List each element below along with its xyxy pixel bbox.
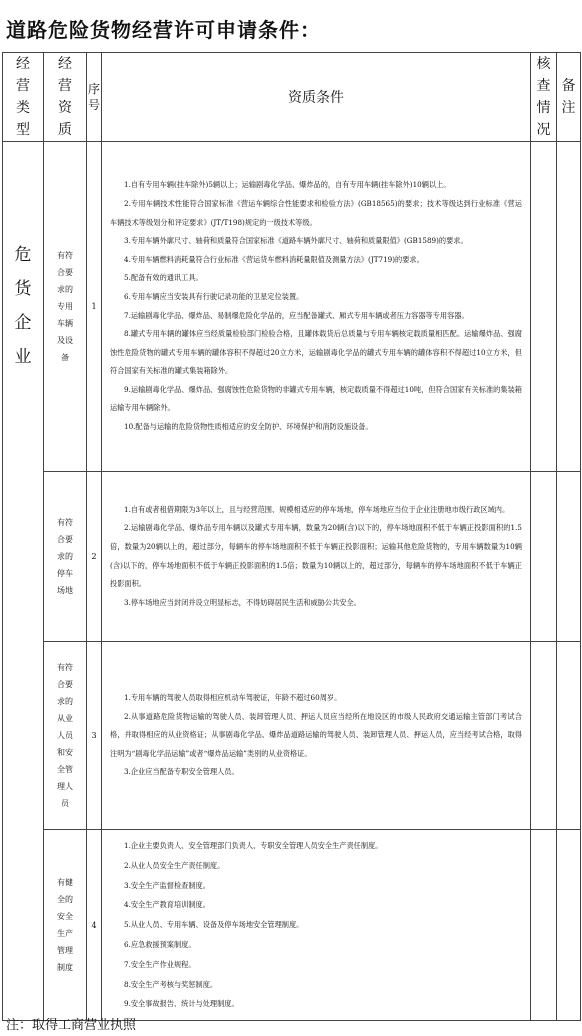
footnote: 注：取得工商营业执照 <box>6 1018 137 1033</box>
condition-item: 5.配备有效的通讯工具。 <box>124 273 203 283</box>
category-cell: 危货企业 <box>3 142 44 1021</box>
condition-item: 3.安全生产监督检查制度。 <box>124 880 210 890</box>
check-cell <box>531 830 557 1021</box>
remark-cell <box>557 472 581 642</box>
table-row <box>3 830 581 1021</box>
header-qualification: 经营资质 <box>44 53 87 142</box>
remark-cell <box>557 142 581 472</box>
condition-item: 7.运输剧毒化学品、爆炸品、易制爆危险化学品的，应当配备罐式、厢式专用车辆或者压力容器等专用容器。 <box>124 310 469 320</box>
qualification-cell: 有符合要求的从业人员和安全管理人员 <box>44 642 87 830</box>
page-title: 道路危险货物经营许可申请条件： <box>6 18 321 42</box>
condition-item: 4.专用车辆燃料消耗量符合行业标准《营运货车燃料消耗量限值及测量方法》(JT719)的要求。 <box>124 254 424 264</box>
conditions-cell <box>102 142 531 472</box>
condition-item: 7.安全生产作业规程。 <box>124 959 196 969</box>
condition-item: 9.安全事故报告、统计与处理制度。 <box>124 999 239 1009</box>
condition-item: 2.从业人员安全生产责任制度。 <box>124 860 225 870</box>
condition-item: 1.专用车辆的驾驶人员取得相应机动车驾驶证，年龄不超过60周岁。 <box>124 693 342 703</box>
conditions-cell <box>102 472 531 642</box>
check-cell <box>531 472 557 642</box>
condition-item: 3.专用车辆外廓尺寸、轴荷和质量符合国家标准《道路车辆外廓尺寸、轴荷和质量限值》(GB1589)的要求。 <box>124 236 468 246</box>
table-header-row <box>3 53 581 142</box>
check-cell <box>531 142 557 472</box>
condition-item: 6.专用车辆应当安装具有行驶记录功能的卫星定位装置。 <box>124 291 304 301</box>
qualification-cell: 有健全的安全生产管理制度 <box>44 830 87 1021</box>
header-seq: 序号 <box>87 53 102 142</box>
condition-item: 5.从业人员、专用车辆、设备及停车场地安全管理制度。 <box>124 920 304 930</box>
header-check: 核查情况 <box>531 53 557 142</box>
condition-item: 2.从事道路危险货物运输的驾驶人员、装卸管理人员、押运人员应当经所在地设区的市级人民政府交通运输主管部门考试合格，并取得相应的从业资格证；从事剧毒化学品、爆炸品道路运输的驾驶人员、装卸管理人员、押运人员，应当经考试合格，取得注明为“剧毒化学品运输”或者“爆炸品运输”类别的从业资格证。 <box>110 711 522 758</box>
condition-item: 8.安全生产考核与奖惩制度。 <box>124 979 218 989</box>
header-type: 经营类型 <box>3 53 44 142</box>
condition-item: 6.应急救援预案制度。 <box>124 939 196 949</box>
seq-cell: 4 <box>87 830 102 1021</box>
condition-item: 4.安全生产教育培训制度。 <box>124 900 210 910</box>
conditions-cell <box>102 830 531 1021</box>
condition-item: 1.自有或者租借期限为3年以上，且与经营范围、规模相适应的停车场地，停车场地应当位于企业注册地市级行政区域内。 <box>124 504 510 514</box>
condition-item: 1.企业主要负责人、安全管理部门负责人、专职安全管理人员安全生产责任制度。 <box>124 841 383 850</box>
license-conditions-table <box>2 52 581 1021</box>
table-row <box>3 472 581 642</box>
condition-item: 3.企业应当配备专职安全管理人员。 <box>124 767 239 777</box>
condition-item: 1.自有专用车辆(挂车除外)5辆以上；运输剧毒化学品、爆炸品的，自有专用车辆(挂车除外)10辆以上。 <box>124 180 451 190</box>
conditions-cell <box>102 642 531 830</box>
seq-cell: 3 <box>87 642 102 830</box>
condition-item: 8.罐式专用车辆的罐体应当经质量检验部门检验合格，且罐体载货后总质量与专用车辆核定载质量相匹配。运输爆炸品、强腐蚀性危险货物的罐式专用车辆的罐体容积不得超过20立方米，运输剧毒化学品的罐式专用车辆的罐体容积不得超过10立方米，但符合国家有关标准的罐式集装箱除外。 <box>110 329 522 376</box>
condition-item: 2.运输剧毒化学品、爆炸品专用车辆以及罐式专用车辆，数量为20辆(含)以下的，停车场地面积不低于车辆正投影面积的1.5倍，数量为20辆以上的，超过部分，每辆车的停车场地面积不低于车辆正投影面积；运输其他危险货物的，专用车辆数量为10辆(含)以下的，停车场地面积不低于车辆正投影面积的1.5倍；数量为10辆以上的，超过部分，每辆车的停车场地面积不低于车辆正投影面积。 <box>110 523 522 589</box>
condition-item: 9.运输剧毒化学品、爆炸品、强腐蚀性危险货物的非罐式专用车辆，核定载质量不得超过10吨，但符合国家有关标准的集装箱运输专用车辆除外。 <box>110 384 522 413</box>
condition-item: 3.停车场地应当封闭并设立明显标志，不得妨碍居民生活和威胁公共安全。 <box>124 597 361 607</box>
seq-cell: 2 <box>87 472 102 642</box>
header-remark: 备注 <box>557 53 581 142</box>
remark-cell <box>557 830 581 1021</box>
condition-item: 2.专用车辆技术性能符合国家标准《营运车辆综合性能要求和检验方法》(GB18565)的要求；技术等级达到行业标准《营运车辆技术等级划分和评定要求》(JT/T198)规定的一级技术等级。 <box>110 198 522 227</box>
header-conditions: 资质条件 <box>102 53 531 142</box>
table-row <box>3 642 581 830</box>
check-cell <box>531 642 557 830</box>
seq-cell: 1 <box>87 142 102 472</box>
remark-cell <box>557 642 581 830</box>
condition-item: 10.配备与运输的危险货物性质相适应的安全防护、环境保护和消防设施设备。 <box>124 422 373 432</box>
qualification-cell: 有符合要求的停车场地 <box>44 472 87 642</box>
table-row <box>3 142 581 472</box>
qualification-cell: 有符合要求的专用车辆及设备 <box>44 142 87 472</box>
